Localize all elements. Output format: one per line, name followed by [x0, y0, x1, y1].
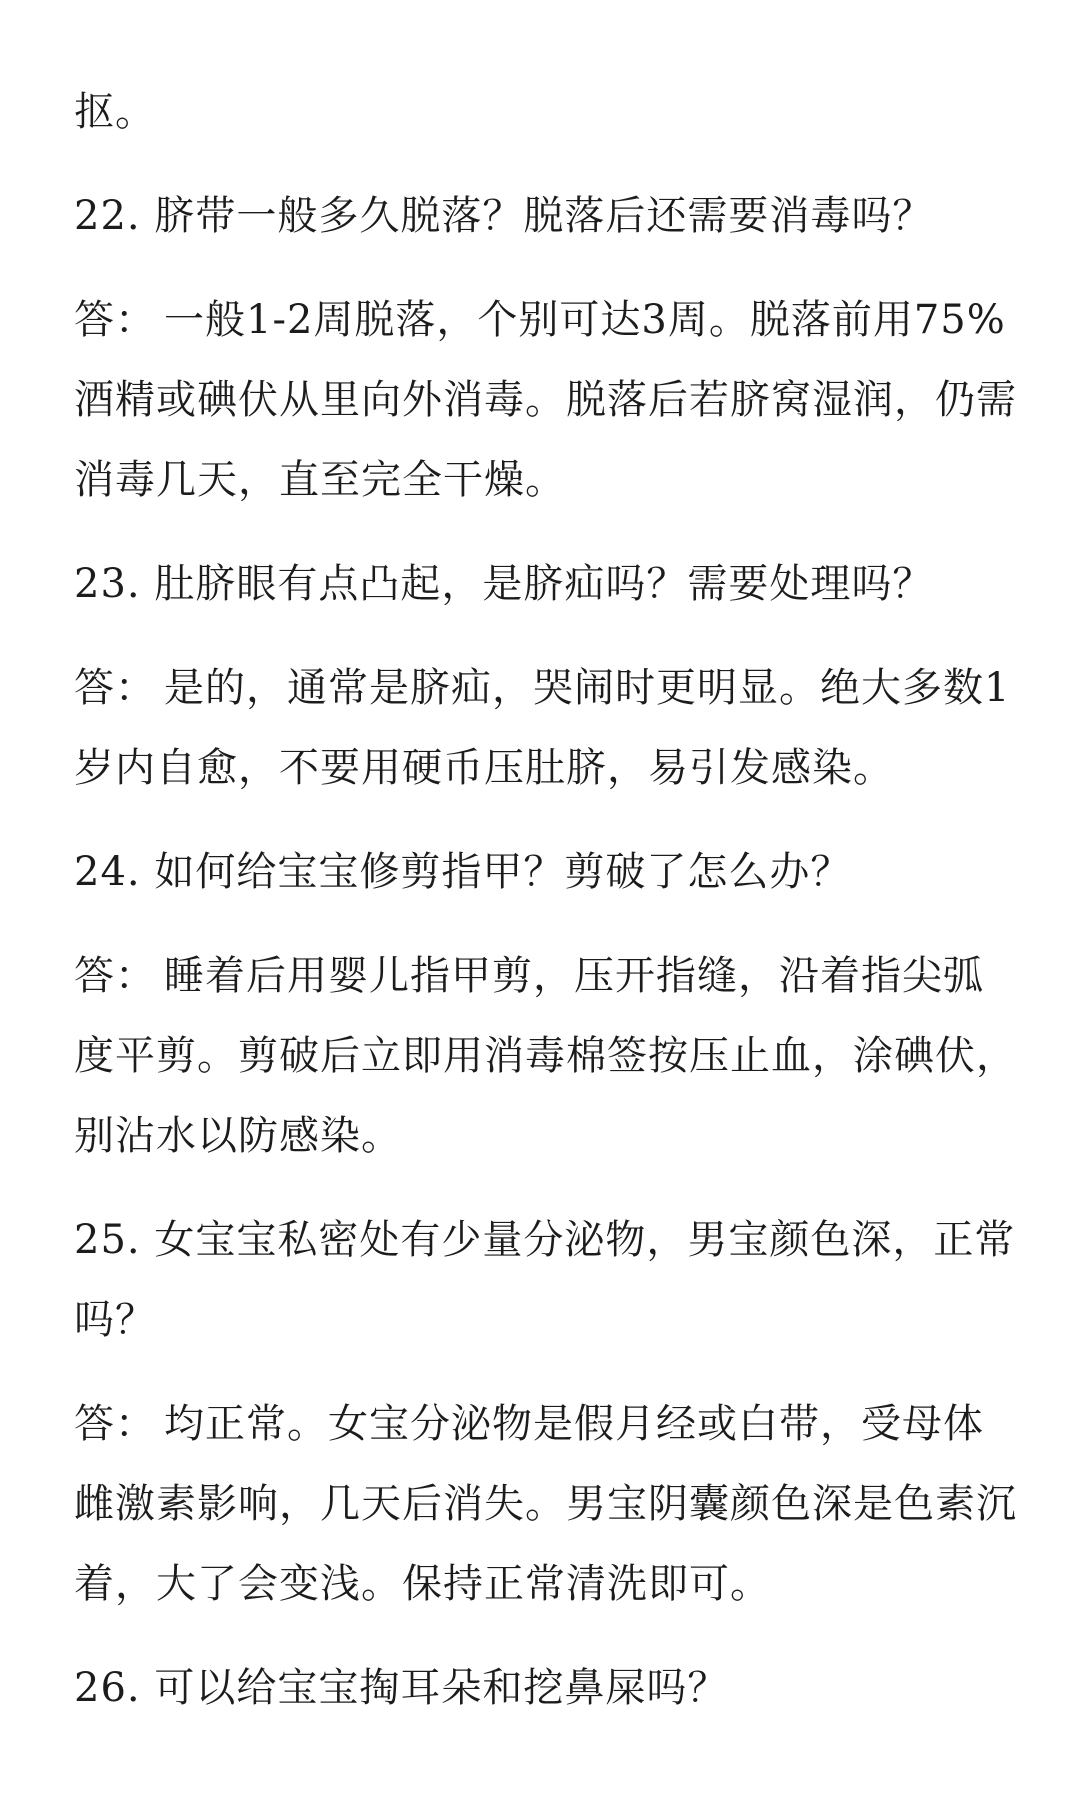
answer-text: 是的，通常是脐疝，哭闹时更明显。绝大多数1岁内自愈，不要用硬币压肚脐，易引发感染。 [74, 665, 1011, 791]
question-25: 25. 女宝宝私密处有少量分泌物，男宝颜色深，正常吗？ [74, 1217, 1016, 1343]
question-23: 23. 肚脐眼有点凸起，是脐疝吗？需要处理吗？ [74, 561, 934, 607]
continuation-text: 抠。 [74, 89, 156, 135]
answer-text: 均正常。女宝分泌物是假月经或白带，受母体雌激素影响，几天后消失。男宝阴囊颜色深是色素沉着，大了会变浅。保持正常清洗即可。 [74, 1401, 1017, 1607]
answer-22 [74, 280, 1020, 520]
question-26: 26. 可以给宝宝掏耳朵和挖鼻屎吗？ [74, 1665, 729, 1711]
answer-25 [74, 1384, 1020, 1624]
answer-label: 答： [74, 1401, 156, 1447]
answer-label: 答： [74, 665, 156, 711]
answer-text: 一般1-2周脱落，个别可达3周。脱落前用75%酒精或碘伏从里向外消毒。脱落后若脐窝湿润，仍需消毒几天，直至完全干燥。 [74, 297, 1017, 503]
question-22: 22. 脐带一般多久脱落？脱落后还需要消毒吗？ [74, 193, 934, 239]
answer-text: 睡着后用婴儿指甲剪，压开指缝，沿着指尖弧度平剪。剪破后立即用消毒棉签按压止血，涂碘伏，别沾水以防感染。 [74, 953, 1017, 1159]
answer-label: 答： [74, 297, 156, 343]
answer-24 [74, 936, 1020, 1176]
question-24: 24. 如何给宝宝修剪指甲？剪破了怎么办？ [74, 849, 852, 895]
answer-label: 答： [74, 953, 156, 999]
answer-23 [74, 648, 1020, 808]
